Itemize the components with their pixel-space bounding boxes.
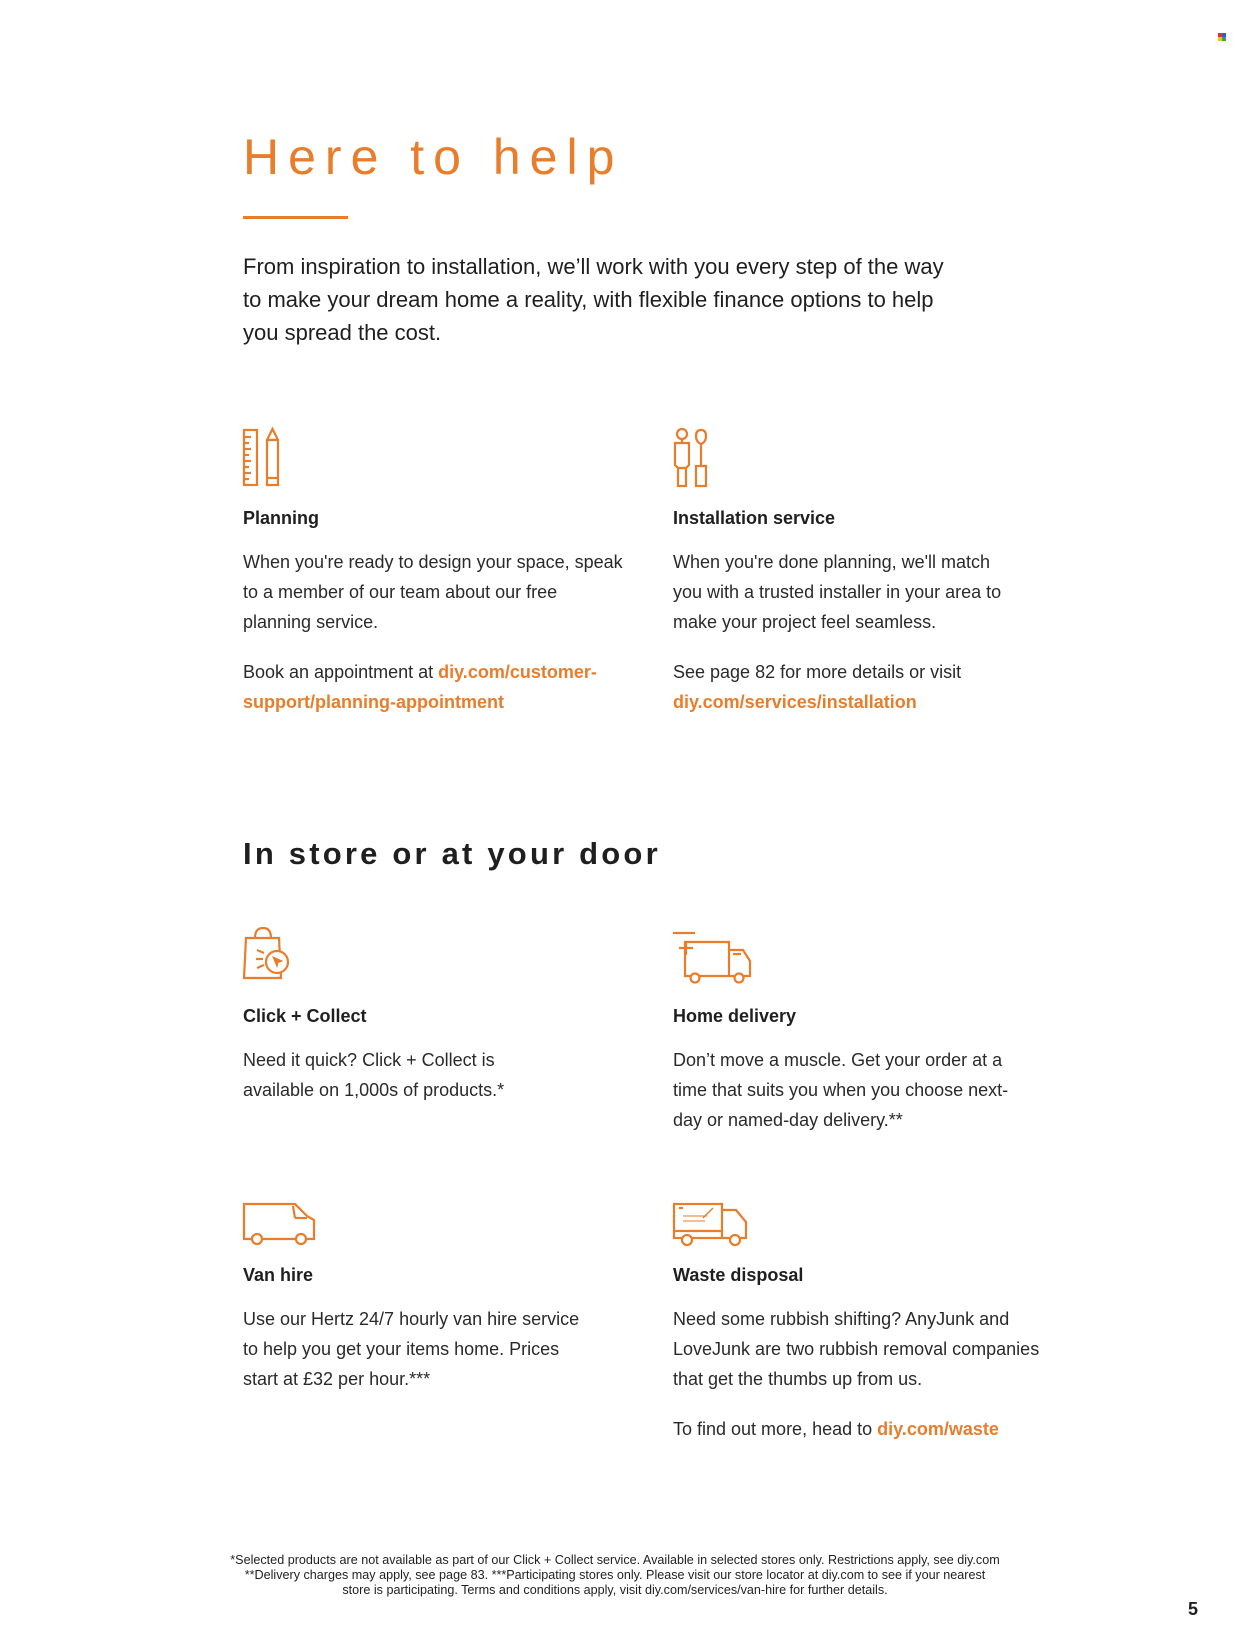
delivery-truck-icon — [673, 926, 763, 990]
van-hire-card — [243, 1194, 643, 1394]
waste-disposal-card — [673, 1194, 1073, 1444]
home-delivery-description: Don’t move a muscle. Get your order at a time that suits you when you choose next-day or named-day delivery.** — [673, 1049, 1009, 1130]
planning-appointment-link-cont[interactable]: support/planning-appointment — [243, 691, 504, 712]
waste-collection-truck-icon — [673, 1194, 763, 1250]
planning-appointment-link[interactable]: diy.com/customer- — [438, 661, 597, 682]
installation-title: Installation service — [673, 508, 836, 528]
van-icon — [243, 1194, 333, 1250]
planning-cta — [243, 657, 643, 717]
installation-card — [673, 428, 1073, 717]
intro-paragraph: From inspiration to installation, we’ll work with you every step of the way to make your dream home a reality, with flexible finance options to help you spread the cost. — [243, 254, 944, 345]
planning-cta-prefix: Book an appointment at — [243, 661, 439, 682]
click-collect-title: Click + Collect — [243, 1006, 367, 1026]
installation-cta-prefix: See page 82 for more details or visit — [673, 661, 962, 682]
title-underline — [243, 216, 348, 219]
installation-description: When you're done planning, we'll match you with a trusted installer in your area to make your project feel seamless. — [673, 551, 1002, 632]
waste-link[interactable]: diy.com/waste — [877, 1418, 999, 1439]
shopping-bag-cursor-icon — [243, 926, 333, 990]
van-hire-description: Use our Hertz 24/7 hourly van hire service to help you get your items home. Prices start at £32 per hour.*** — [243, 1308, 580, 1389]
planning-card — [243, 428, 643, 717]
footnote-line-2: **Delivery charges may apply, see page 83. ***Participating stores only. Please visit our store locator at diy.com to see if your nearest — [244, 1568, 986, 1582]
footnotes — [180, 1553, 1050, 1598]
installation-cta — [673, 657, 1073, 717]
ruler-pencil-icon — [243, 428, 333, 492]
installation-link[interactable]: diy.com/services/installation — [673, 691, 917, 712]
marker-green — [1222, 37, 1226, 41]
van-hire-title: Van hire — [243, 1265, 314, 1285]
page-title: Here to help — [243, 129, 624, 185]
planning-description: When you're ready to design your space, speak to a member of our team about our free planning service. — [243, 551, 623, 632]
color-marker — [1218, 33, 1226, 41]
section-heading: In store or at your door — [243, 836, 661, 871]
waste-disposal-title: Waste disposal — [673, 1265, 804, 1285]
footnote-line-1: *Selected products are not available as part of our Click + Collect service. Available in selected stores only. Restrictions apply, see diy.com — [230, 1553, 1000, 1567]
click-collect-card — [243, 926, 643, 1105]
click-collect-description: Need it quick? Click + Collect is available on 1,000s of products.* — [243, 1049, 505, 1100]
planning-title: Planning — [243, 508, 319, 528]
tools-icon — [673, 428, 763, 492]
waste-disposal-description: Need some rubbish shifting? AnyJunk and LoveJunk are two rubbish removal companies that get the thumbs up from us. — [673, 1308, 1040, 1389]
waste-disposal-cta — [673, 1414, 1073, 1444]
page-number: 5 — [1188, 1599, 1199, 1619]
home-delivery-card — [673, 926, 1073, 1135]
waste-cta-prefix: To find out more, head to — [673, 1418, 878, 1439]
home-delivery-title: Home delivery — [673, 1006, 797, 1026]
footnote-line-3: store is participating. Terms and conditions apply, visit diy.com/services/van-hire for further details. — [342, 1583, 888, 1597]
